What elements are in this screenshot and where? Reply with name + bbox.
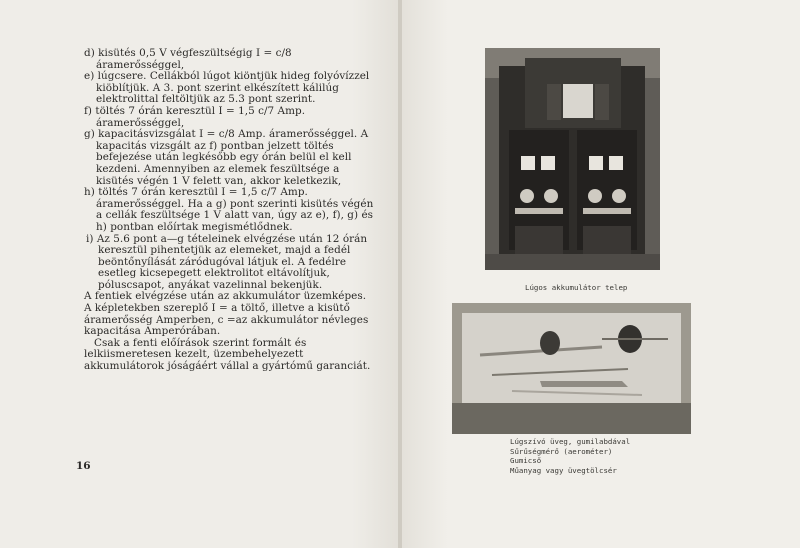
list-item-d: d) kisütés 0,5 V végfeszültségig I = c/8 áramerősséggel, <box>84 47 292 71</box>
list-item-g: g) kapacitásvizsgálat I = c/8 Amp. áramerősséggel. A kapacitás vizsgált az f) pontban jelzett töltés befejezése után legkésőbb egy órán belül el kell kezdeni. Amennyiben az elemek feszültsége a kisütés végén 1 V felett van, akkor keletkezik, <box>84 128 369 187</box>
list-item-i: i) Az 5.6 pont a—g tételeinek elvégzése után 12 órán keresztül pihentetjük az elemeket, majd a fedél beöntőnyílását záródugóval látjuk el. A fedélre esetleg kicsepegett elektrolitot eltávolítjuk, póluscsapot, anyákat vazelinnal bekenjük. <box>86 232 368 291</box>
caption-line-funnel: Műanyag vagy üvegtölcsér <box>510 465 617 475</box>
paragraph-ready: A fentiek elvégzése után az akkumulátor üzemképes. <box>84 290 367 303</box>
paragraph-warranty: Csak a fenti előírások szerint formált és lelkiismeretesen kezelt, üzembehelyezett akkumulátorok jóságáért vállal a gyártómű garanciát. <box>84 336 371 373</box>
list-item-h: h) töltés 7 órán keresztül I = 1,5 c/7 Amp. áramerősséggel. Ha a g) pont szerinti kisütés végén a cellák feszültsége 1 V alatt van, úgy az e), f), g) és h) pontban előírtak megismétlődnek. <box>84 186 374 233</box>
caption-line-suction-glass: Lúgszívó üveg, gumilabdával <box>510 437 631 446</box>
tools-photo <box>452 303 691 434</box>
body-text <box>84 48 374 373</box>
list-item-e: e) lúgcsere. Cellákból lúgot kiöntjük hideg folyóvízzel kiöblítjük. A 3. pont szerint elkészített kálilúg elektrolittal feltöltjük az 5.3 pont szerint. <box>84 70 370 106</box>
battery-bank-photo <box>485 48 660 270</box>
book-gutter <box>398 0 402 548</box>
page-number: 16 <box>76 460 91 472</box>
tools-image <box>452 303 691 434</box>
paragraph-formula: A képletekben szereplő I = a töltő, illetve a kisütő áramerősség Amperben, c =az akkumulátor névleges kapacitása Amperórában. <box>84 302 369 338</box>
tools-caption <box>510 437 630 475</box>
caption-line-hydrometer: Sűrűségmérő (aerométer) <box>510 446 613 456</box>
list-item-f: f) töltés 7 órán keresztül I = 1,5 c/7 Amp. áramerősséggel, <box>84 104 306 129</box>
battery-caption: Lúgos akkumulátor telep <box>525 283 628 292</box>
battery-bank-image <box>485 48 660 270</box>
caption-line-rubber-tube: Gumicső <box>510 456 542 466</box>
